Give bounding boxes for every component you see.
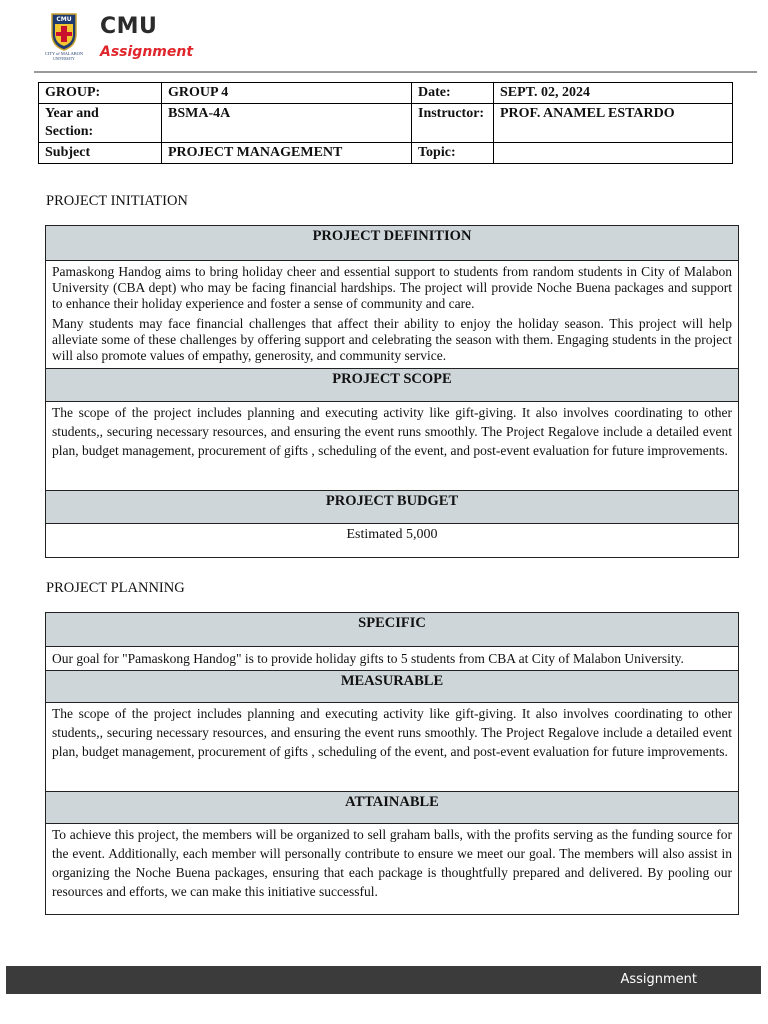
specific-text: Our goal for "Pamaskong Handog" is to provide holiday gifts to 5 students from CBA at City of Malabon University. [52,651,684,666]
subject-label: Subject [39,143,162,164]
specific-header: SPECIFIC [46,613,738,647]
definition-paragraph-2: Many students may face financial challenges that affect their ability to enjoy the holiday season. This project will help alleviate some of these challenges by offering support and celebrating the season with them. Engaging students in the project will also promote values of empathy, generosity, and community service. [52,316,732,363]
topic-value [494,143,733,164]
group-label: GROUP: [39,83,162,104]
section-label-planning: PROJECT PLANNING [46,580,185,596]
measurable-header: MEASURABLE [46,670,738,703]
table-row [39,104,733,143]
measurable-text: The scope of the project includes planning and executing activity like gift-giving. It also involves coordinating to other students,, securing necessary resources, and ensuring the event runs smoothly. The Project Regalove include a detailed event plan, budget management, procurement of gifts , scheduling of the event, and post-event evaluation for future improvements. [52,706,732,759]
document-header [0,0,768,72]
brand-title: CMU [100,14,158,39]
specific-body [46,647,738,670]
definition-paragraph-1: Pamaskong Handog aims to bring holiday cheer and essential support to students from random students in City of Malabon University (CBA dept) who may be facing financial hardships. The project will provide Noche Buena packages and support to enhance their holiday experience and foster a sense of community and care. [52,264,732,311]
year-section-label [39,104,162,143]
info-table [38,82,733,164]
measurable-body [46,703,738,791]
topic-label: Topic: [412,143,494,164]
brand-subtitle: Assignment [100,44,194,60]
scope-body [46,402,738,490]
logo-text-bottom: CITY of MALABON [44,51,84,56]
date-value: SEPT. 02, 2024 [494,83,733,104]
budget-body [46,524,738,544]
initiation-box [45,225,739,558]
page-footer [6,966,761,994]
table-row [39,143,733,164]
header-divider [34,71,757,73]
footer-label: Assignment [620,972,697,987]
budget-text: Estimated 5,000 [346,527,438,542]
subject-value: PROJECT MANAGEMENT [162,143,412,164]
definition-body [46,261,738,368]
date-label: Date: [412,83,494,104]
attainable-body [46,824,738,901]
attainable-text: To achieve this project, the members will be organized to sell graham balls, with the profits serving as the funding source for the event. Additionally, each member will personally contribute to ensure we meet our goal. The members will also assist in organizing the Noche Buena packages, ensuring that each package is thoughtfully prepared and delivered. By pooling our resources and efforts, we can make this initiative successful. [52,827,732,899]
group-value: GROUP 4 [162,83,412,104]
logo-text-bottom2: UNIVERSITY [53,57,75,61]
year-section-value: BSMA-4A [162,104,412,143]
instructor-value: PROF. ANAMEL ESTARDO [494,104,733,143]
attainable-header: ATTAINABLE [46,791,738,824]
university-seal-logo [38,10,90,62]
scope-text: The scope of the project includes planning and executing activity like gift-giving. It also involves coordinating to other students,, securing necessary resources, and ensuring the event runs smoothly. The Project Regalove include a detailed event plan, budget management, procurement of gifts , scheduling of the event, and post-event evaluation for future improvements. [52,405,732,458]
year-label-line1: Year and [45,106,99,121]
budget-header: PROJECT BUDGET [46,490,738,524]
table-row [39,83,733,104]
logo-text-top: CMU [56,16,72,23]
instructor-label: Instructor: [412,104,494,143]
definition-header: PROJECT DEFINITION [46,226,738,261]
planning-box [45,612,739,915]
year-label-line2: Section: [45,124,94,139]
section-label-initiation: PROJECT INITIATION [46,193,188,209]
scope-header: PROJECT SCOPE [46,368,738,402]
